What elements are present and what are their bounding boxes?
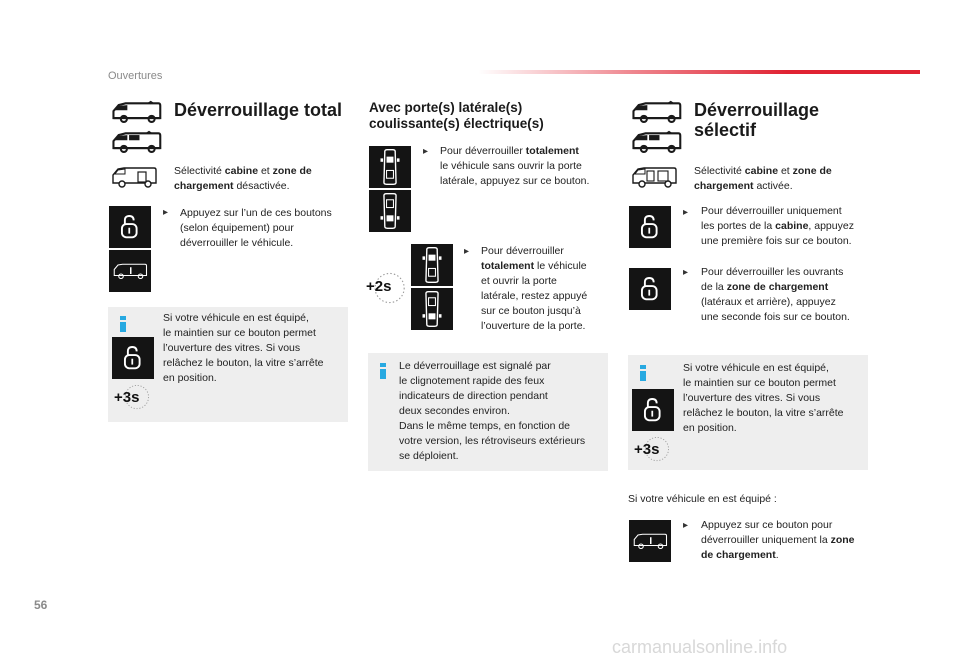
if-equipped-text: Si votre véhicule en est équipé : bbox=[628, 493, 777, 505]
van-loading-icon bbox=[630, 130, 682, 154]
sliding-door-button-icon bbox=[369, 190, 411, 232]
info-box-signal bbox=[368, 353, 608, 471]
van-cabin-icon bbox=[110, 100, 162, 124]
unlock-button-icon bbox=[629, 206, 671, 248]
info-box-windows bbox=[108, 307, 348, 422]
info-icon bbox=[120, 316, 126, 332]
loading-only-instruction: Appuyez sur ce bouton pour déverrouiller uniquement la zone de chargement. bbox=[701, 519, 855, 561]
bullet-icon: ▸ bbox=[163, 207, 169, 218]
cabin-unlock-instruction: Pour déverrouiller uniquement les portes de la cabine, appuyez une première fois sur ce bouton. bbox=[701, 205, 854, 247]
info-text: Si votre véhicule en est équipé, le maintien sur ce bouton permet l’ouverture des vitres. Si vous relâchez le bouton, la vitre s’arrête en position. bbox=[683, 362, 844, 434]
title-total-unlock: Déverrouillage total bbox=[174, 100, 343, 120]
sliding-unlock-instruction: Pour déverrouiller totalement le véhicule sans ouvrir la porte latérale, appuyez sur ce bouton. bbox=[440, 145, 590, 187]
unlock-button-icon bbox=[109, 206, 151, 248]
title-selective-unlock: Déverrouillage sélectif bbox=[694, 100, 820, 140]
unlock-button-icon bbox=[629, 268, 671, 310]
hold-3s-icon: +3s bbox=[112, 381, 156, 413]
page-number: 56 bbox=[34, 598, 48, 612]
bullet-icon: ▸ bbox=[423, 146, 429, 157]
loading-unlock-instruction: Pour déverrouiller les ouvrants de la zone de chargement (latéraux et arrière), appuyez une seconde fois sur ce bouton. bbox=[701, 266, 850, 323]
selectivity-text: Sélectivité cabine et zone de chargement activée. bbox=[694, 165, 832, 192]
info-icon bbox=[640, 365, 646, 381]
bullet-icon: ▸ bbox=[464, 246, 470, 257]
loading-zone-button-icon bbox=[109, 250, 151, 292]
bullet-icon: ▸ bbox=[683, 267, 689, 278]
sliding-door-button-icon bbox=[411, 244, 453, 286]
section-title: Ouvertures bbox=[108, 70, 163, 82]
info-text: Si votre véhicule en est équipé, le maintien sur ce bouton permet l’ouverture des vitres. Si vous relâchez le bouton, la vitre s’arrête en position. bbox=[163, 312, 324, 384]
loading-zone-button-icon bbox=[629, 520, 671, 562]
unlock-button-icon bbox=[112, 337, 154, 379]
van-unlock-icon bbox=[110, 165, 164, 191]
hold-3s-icon: +3s bbox=[632, 433, 676, 465]
title-sliding-doors: Avec porte(s) latérale(s) coulissante(s) électrique(s) bbox=[369, 100, 544, 131]
van-cabin-icon bbox=[630, 100, 682, 124]
unlock-button-icon bbox=[632, 389, 674, 431]
info-box-windows bbox=[628, 355, 868, 470]
info-icon bbox=[380, 363, 386, 379]
watermark: carmanualsonline.info bbox=[612, 637, 788, 657]
sliding-door-button-icon bbox=[369, 146, 411, 188]
van-selective-icon bbox=[630, 165, 684, 191]
hold-2s-icon: +2s bbox=[364, 268, 410, 308]
header-accent-line bbox=[478, 70, 920, 74]
info-text: Le déverrouillage est signalé par le clignotement rapide des feux indicateurs de direction pendant deux secondes environ. Dans le même temps, en fonction de votre version, les rétroviseurs extérieurs se déploient. bbox=[399, 360, 586, 462]
total-unlock-instruction: Appuyez sur l’un de ces boutons (selon équipement) pour déverrouiller le véhicule. bbox=[180, 207, 332, 249]
sliding-open-instruction: Pour déverrouiller totalement le véhicule et ouvrir la porte latérale, restez appuyé sur ce bouton jusqu’à l’ouverture de la porte. bbox=[481, 245, 588, 332]
van-loading-icon bbox=[110, 130, 162, 154]
bullet-icon: ▸ bbox=[683, 207, 689, 218]
sliding-door-button-icon bbox=[411, 288, 453, 330]
selectivity-text: Sélectivité cabine et zone de chargement désactivée. bbox=[174, 165, 312, 192]
bullet-icon: ▸ bbox=[683, 520, 689, 531]
